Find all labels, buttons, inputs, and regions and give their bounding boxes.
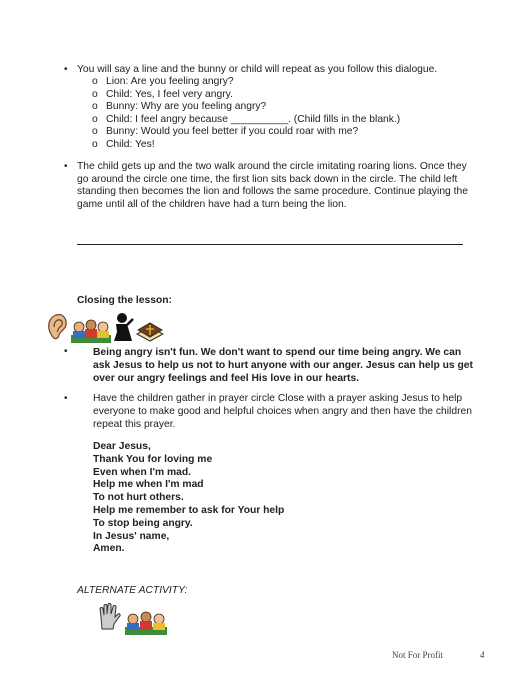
dialogue-line: o Child: Yes! <box>92 138 155 150</box>
ear-icon <box>45 312 69 342</box>
bullet-marker: • <box>64 64 68 75</box>
dialogue-line: o Lion: Are you feeling angry? <box>92 76 234 87</box>
footer-note: Not For Profit <box>392 650 444 660</box>
anger-lesson-summary: Being angry isn't fun. We don't want to spend our time being angry. We can ask Jesus to help us not to hurt anyone with our anger. Jesus can help us get over our angry feelings and feel His love in our hearts. <box>93 347 473 384</box>
alternate-activity-heading: ALTERNATE ACTIVITY: <box>77 585 188 596</box>
bullet-marker: • <box>64 161 68 172</box>
closing-heading: Closing the lesson: <box>77 295 172 306</box>
praying-figure-icon <box>112 312 134 342</box>
children-icon <box>70 318 112 344</box>
dialogue-line: o Child: Yes, I feel very angry. <box>92 88 233 100</box>
dialogue-line: o Bunny: Why are you feeling angry? <box>92 101 267 112</box>
hand-icon <box>97 603 121 631</box>
dialogue-line: o Bunny: Would you feel better if you could roar with me? <box>92 126 359 137</box>
prayer-text: Dear Jesus, Thank You for loving me Even when I'm mad. Help me when I'm mad To not hurt others. Help me remember to ask for Your help To stop being angry. In Jesus' name, Amen. <box>93 441 285 555</box>
dialogue-intro: You will say a line and the bunny or child will repeat as you follow this dialogue. <box>77 64 438 75</box>
children-icon <box>124 610 168 636</box>
bullet-marker: • <box>64 346 68 357</box>
game-instructions: The child gets up and the two walk around the circle imitating roaring lions. Once they go around the circle one time, the first lion sits back down in the circle. The child left standing then becomes the lion and follows the same procedure. Continue playing the game until all of the children have had a turn being the lion. <box>77 161 468 210</box>
bullet-marker: • <box>64 393 68 404</box>
dialogue-line: o Child: I feel angry because __________. (Child fills in the blank.) <box>92 113 401 125</box>
prayer-instructions: Have the children gather in prayer circle Close with a prayer asking Jesus to help everyone to make good and helpful choices when angry and then have the children repeat this prayer. <box>93 393 472 430</box>
page-number: 4 <box>480 650 485 660</box>
bible-icon <box>135 316 165 344</box>
section-divider <box>77 244 463 245</box>
